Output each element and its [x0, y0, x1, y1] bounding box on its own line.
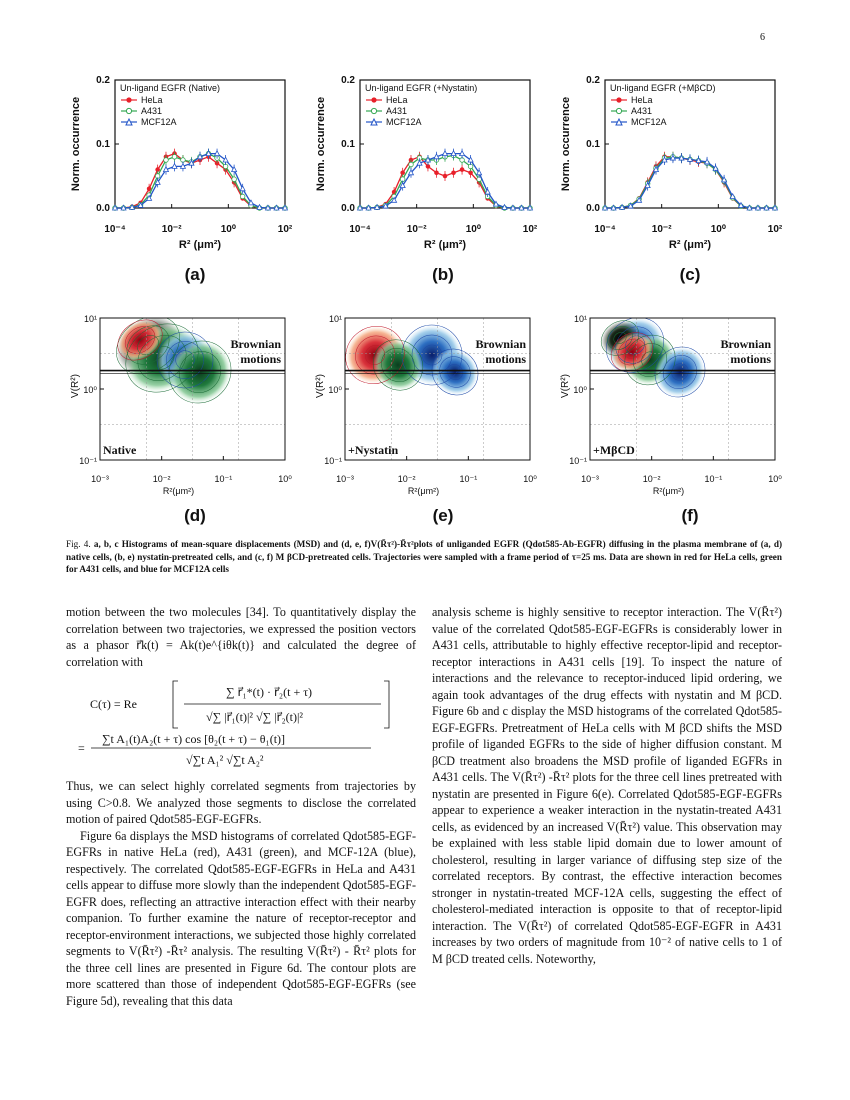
x-tick-label: 10⁰: [278, 474, 292, 484]
brownian-label: motions: [730, 352, 771, 366]
legend-marker: [126, 97, 131, 102]
x-tick-label: 10⁻²: [642, 474, 661, 484]
data-point: [232, 177, 237, 182]
data-point: [240, 194, 245, 199]
brownian-label: motions: [240, 352, 281, 366]
data-point: [172, 155, 177, 160]
eq2-denominator: √∑t A₁² √∑t A₂²: [186, 753, 264, 767]
x-axis-label: R²(μm²): [652, 486, 685, 496]
contour-density: [594, 306, 715, 407]
variance-panel-f: [560, 306, 782, 496]
data-point: [409, 162, 414, 167]
x-tick-label: 10²: [522, 224, 538, 235]
data-point: [434, 171, 439, 176]
x-tick-label: 10⁻²: [152, 474, 171, 484]
x-tick-label: 10⁰: [710, 224, 726, 235]
data-point: [164, 158, 169, 163]
y-tick-label: 0.0: [96, 203, 110, 214]
y-tick-label: 0.1: [341, 139, 355, 150]
y-tick-label: 0.1: [586, 139, 600, 150]
legend-label-mcf12a: MCF12A: [631, 117, 667, 127]
panel-label-a: (a): [184, 265, 206, 284]
x-axis-label: R²(μm²): [407, 486, 440, 496]
y-tick-label: 10¹: [328, 314, 342, 324]
variance-panel-d: [70, 304, 292, 496]
brownian-label: Brownian: [720, 337, 771, 351]
panel-label-f: (f): [681, 506, 699, 525]
x-tick-label: 10²: [277, 224, 293, 235]
legend-title: Un-ligand EGFR (+Nystatin): [365, 83, 478, 93]
y-tick-label: 0.2: [341, 75, 355, 86]
data-point: [240, 186, 245, 191]
panel-label-e: (e): [432, 506, 454, 525]
condition-tag: Native: [103, 443, 137, 457]
y-axis-label: Norm. occurrence: [70, 96, 82, 192]
legend-label-hela: HeLa: [141, 95, 163, 105]
legend-marker: [616, 97, 621, 102]
x-axis-label: R² (μm²): [423, 239, 467, 251]
x-tick-label: 10⁻³: [581, 474, 599, 484]
x-axis-label: R²(μm²): [162, 486, 195, 496]
y-tick-label: 10⁰: [328, 385, 342, 395]
y-tick-label: 10⁻¹: [324, 456, 342, 466]
brownian-label: Brownian: [475, 337, 526, 351]
brownian-label: Brownian: [230, 337, 281, 351]
x-tick-label: 10²: [767, 224, 783, 235]
series-line-a431: [360, 156, 530, 208]
contour-density: [105, 304, 244, 416]
x-tick-label: 10⁻³: [336, 474, 354, 484]
left-paragraph-2: Thus, we can select highly correlated segments from trajectories by using C>0.8. We analyzed those segments to disclose the correlated motion of paired Qdot585-EGF-EGFRs.: [66, 779, 416, 826]
eq1-numerator: ∑ r⃗₁*(t) · r⃗₂(t + τ): [226, 685, 313, 699]
brownian-label: motions: [485, 352, 526, 366]
legend-marker: [126, 108, 131, 113]
eq2-equals: =: [78, 741, 85, 755]
y-tick-label: 10⁰: [573, 385, 587, 395]
x-tick-label: 10⁻³: [91, 474, 109, 484]
left-column: [66, 604, 416, 1009]
y-axis-label: V(R²): [560, 374, 571, 398]
panel-label-d: (d): [184, 506, 206, 525]
series-line-hela: [360, 157, 530, 208]
y-tick-label: 10⁻¹: [79, 456, 97, 466]
right-column: [432, 604, 782, 967]
right-paragraph-1: analysis scheme is highly sensitive to receptor interaction. The V(R̄τ²) value of the correlated Qdot585-EGF-EGFRs is considerably lower in A431 cells, attributable to highly effective receptor-lipid and receptor-receptor interactions in A431 cells [19]. To inspect the nature of interactions and the relevance to receptor-induced lipid ordering, we again took advantages of the drug effects with nystatin and M βCD. Figure 6b and c display the MSD histograms of the correlated Qdot585-EGF-EGFRs. Pretreatment of HeLa cells with M βCD shifts the MSD profile of liganded EGFRs to the side of higher diffusion constant. M βCD treatment also broadens the MSD profile of liganded EGFRs in A431 cells. The V(R̄τ²) -R̄τ² plots for the three cell lines pretreated with nystatin are presented in Figure 6(e). Correlated Qdot585-EGF-EGFRs appear to experience a weaker interaction in the nystatin-treated A431 cells, as evidenced by an increased V(R̄τ²) value. This observation may be explained with less stable lipid domain due to lower amount of cholesterol, resulting in larger variance of diffusing step size of the correlated receptors. By contrast, the effective interaction becomes stronger in nystatin-treated MCF-12A cells, suggesting the effect of cholesterol-mediated interaction is opposite to that of receptor-lipid interaction. The V(R̄τ²) of correlated Qdot585-EGF-EGFR in A431 increases by two orders of magnitude from 10⁻² of native cells to 1 of M βCD treated cells. Noteworthy,: [432, 605, 782, 966]
legend-marker: [616, 108, 621, 113]
y-tick-label: 10¹: [573, 314, 587, 324]
y-axis-label: Norm. occurrence: [315, 96, 327, 192]
data-point: [451, 171, 456, 176]
y-axis-label: Norm. occurrence: [560, 96, 572, 192]
legend-title: Un-ligand EGFR (+MβCD): [610, 83, 716, 93]
x-tick-label: 10⁰: [465, 224, 481, 235]
condition-tag: +Nystatin: [348, 443, 399, 457]
y-tick-label: 0.2: [586, 75, 600, 86]
legend-label-a431: A431: [386, 106, 408, 116]
legend-marker: [371, 97, 376, 102]
histogram-panel-a: [70, 75, 293, 251]
x-tick-label: 10⁻⁴: [104, 224, 126, 235]
eq2-numerator: ∑t A₁(t)A₂(t + τ) cos [θ₂(t + τ) − θ₁(t)]: [102, 732, 286, 746]
histogram-panel-c: [560, 75, 783, 251]
panel-label-c: (c): [679, 265, 701, 284]
caption-body: a, b, c Histograms of mean-square displacements (MSD) and (d, e, f)V(R̄τ²)-R̄τ²plots of unliganded EGFR (Qdot585-Ab-EGFR) diffusing in the plasma membrane of (a, d) native cells, (b, e) nystatin-pretreated cells, and (c, f) M βCD-pretreated cells. Trajectories were sampled with a frame period of τ=25 ms. Data are shown in red for HeLa cells, green for A431 cells, and blue for MCF12A cells: [66, 539, 783, 574]
legend-label-mcf12a: MCF12A: [386, 117, 422, 127]
y-tick-label: 0.0: [341, 203, 355, 214]
correlation-equation: [66, 678, 416, 770]
x-tick-label: 10⁰: [768, 474, 782, 484]
y-tick-label: 10⁰: [83, 385, 97, 395]
x-tick-label: 10⁻²: [161, 224, 182, 235]
eq1-lhs: C(τ) = Re: [90, 697, 137, 711]
panel-label-b: (b): [432, 265, 454, 284]
left-paragraph-3: Figure 6a displays the MSD histograms of correlated Qdot585-EGF-EGFRs in native HeLa (red), A431 (green), and MCF-12A (blue), respectively. The correlated Qdot585-EGF-EGFRs in HeLa and A431 cells appear to diffuse more slowly than the independent Qdot585-EGF-EGFR does, reflecting an attractive interaction effect with their nearby companion. To further examine the nature of receptor-receptor and receptor-environment interactions, we subjected those highly correlated segments to V(R̄τ²) -R̄τ² analysis. The resulting V(R̄τ²) - R̄τ² plots for the three cell lines are presented in Figure 6d. The contour plots are more scattered than those of independent Qdot585-EGF-EGFRs (see Figure 5d), revealing that this data: [66, 828, 416, 1008]
x-tick-label: 10⁻²: [406, 224, 427, 235]
y-tick-label: 0.2: [96, 75, 110, 86]
y-axis-label: V(R²): [315, 374, 326, 398]
histogram-panel-b: [315, 75, 538, 251]
eq1-denominator: √∑ |r⃗₁(t)|² √∑ |r⃗₂(t)|²: [206, 710, 303, 724]
figure-caption: [66, 538, 782, 576]
legend-label-mcf12a: MCF12A: [141, 117, 177, 127]
y-tick-label: 0.1: [96, 139, 110, 150]
y-axis-label: V(R²): [70, 374, 81, 398]
y-tick-label: 10⁻¹: [569, 456, 587, 466]
left-paragraph-1: motion between the two molecules [34]. To quantitatively display the correlation between two trajectories, we expressed the position vectors as a phasor r⃗k(t) = Ak(t)e^{iθk(t)} and calculated the degree of correlation with: [66, 605, 416, 669]
caption-lead: Fig. 4.: [66, 539, 91, 549]
condition-tag: +MβCD: [593, 443, 635, 457]
legend-title: Un-ligand EGFR (Native): [120, 83, 221, 93]
legend-label-hela: HeLa: [386, 95, 408, 105]
legend-marker: [371, 108, 376, 113]
x-tick-label: 10⁻¹: [459, 474, 478, 484]
x-tick-label: 10⁻⁴: [349, 224, 371, 235]
y-tick-label: 0.0: [586, 203, 600, 214]
x-axis-label: R² (μm²): [668, 239, 712, 251]
legend-label-a431: A431: [631, 106, 653, 116]
x-tick-label: 10⁰: [523, 474, 537, 484]
variance-panel-e: [315, 313, 537, 496]
contour-density: [334, 313, 487, 405]
x-tick-label: 10⁰: [220, 224, 236, 235]
x-tick-label: 10⁻¹: [704, 474, 723, 484]
x-axis-label: R² (μm²): [178, 239, 222, 251]
x-tick-label: 10⁻¹: [214, 474, 233, 484]
x-tick-label: 10⁻⁴: [594, 224, 616, 235]
legend-label-a431: A431: [141, 106, 163, 116]
y-tick-label: 10¹: [83, 314, 97, 324]
x-tick-label: 10⁻²: [651, 224, 672, 235]
series-line-mcf12a: [605, 158, 775, 208]
page-number: 6: [760, 32, 765, 43]
legend-label-hela: HeLa: [631, 95, 653, 105]
data-point: [443, 174, 448, 179]
data-point: [460, 167, 465, 172]
x-tick-label: 10⁻²: [397, 474, 416, 484]
